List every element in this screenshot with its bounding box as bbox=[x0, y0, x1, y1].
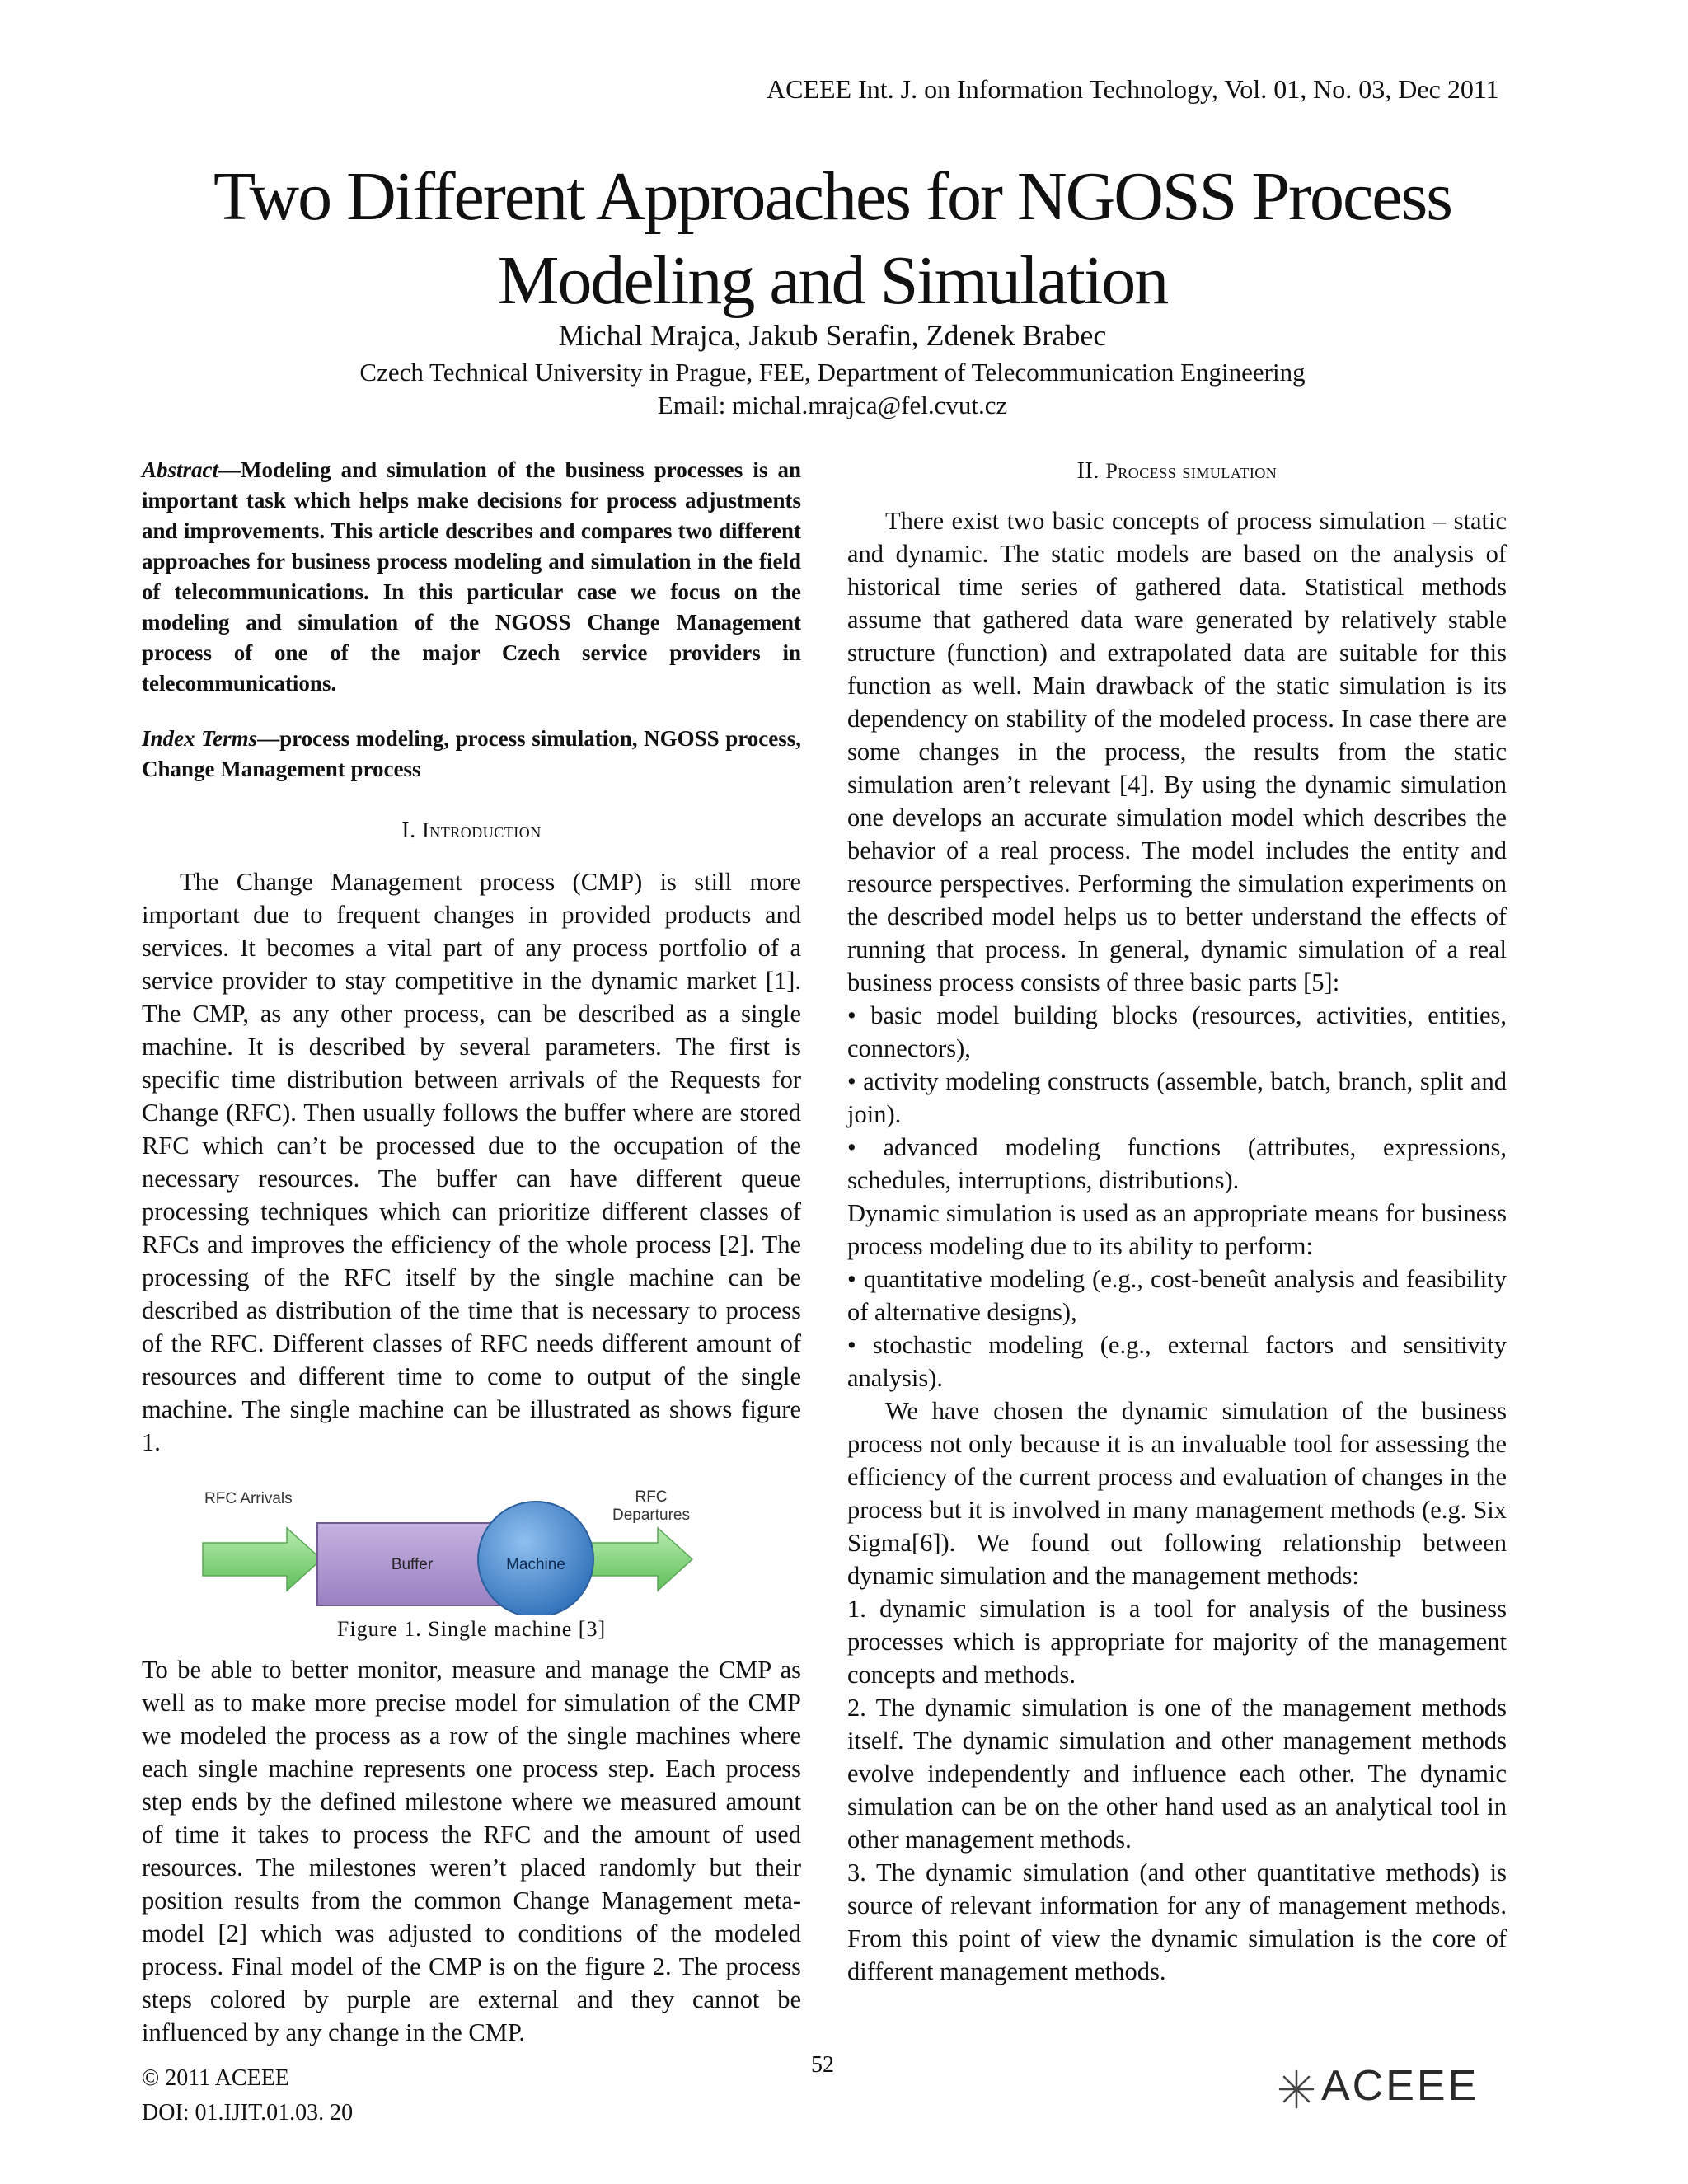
title-line-2: Modeling and Simulation bbox=[497, 242, 1168, 319]
doi: DOI: 01.IJIT.01.03. 20 bbox=[142, 2100, 354, 2125]
index-terms-label: Index Terms bbox=[142, 726, 258, 751]
continued-paragraph: To be able to better monitor, measure and manage the CMP as well as to make more precise model for simulation of the CMP we modeled the process as a row of the single machines where each single machine represents one process step. Each process step ends by the defined milestone where we measured amount of time it takes to process the RFC and the amount of used resources. The milestones weren’t placed randomly but their position results from the common Change Management meta-model [2] which was adjusted to conditions of the modeled process. Final model of the CMP is on the figure 2. The process steps colored by purple are external and they cannot be influenced by any change in the CMP. bbox=[142, 1656, 801, 2046]
numbered-item-1: 1. dynamic simulation is a tool for analysis of the business processes which is appropriate for majority of the management concepts and methods. bbox=[847, 1595, 1507, 1689]
copyright: © 2011 ACEEE bbox=[142, 2065, 289, 2091]
single-machine-figure bbox=[198, 1483, 775, 1615]
abstract bbox=[142, 455, 801, 699]
section-2-title: Process simulation bbox=[1105, 459, 1278, 483]
title-line-1: Two Different Approaches for NGOSS Process bbox=[213, 158, 1451, 235]
section-1-body bbox=[142, 865, 801, 1459]
arrivals-arrow bbox=[203, 1528, 321, 1591]
section-1-title: Introduction bbox=[422, 818, 542, 842]
aceee-logo bbox=[1273, 2064, 1521, 2114]
index-terms bbox=[142, 724, 801, 785]
machine-label: Machine bbox=[506, 1556, 565, 1573]
departures-label-1: RFC bbox=[635, 1488, 668, 1506]
email: Email: michal.mrajca@fel.cvut.cz bbox=[657, 391, 1008, 419]
section-1-number: I. bbox=[401, 818, 423, 843]
section-1-heading bbox=[142, 818, 801, 844]
section-2-paragraph-1: There exist two basic concepts of process simulation – static and dynamic. The static models are based on the analysis of historical time series of gathered data. Statistical methods assume that gathered data ware generated by relatively stable structure (function) and extrapolated data are suitable for this function as well. Main drawback of the static simulation is its dependency on stability of the modeled process. In case there are some changes in the process, the results from the static simulation aren’t relevant [4]. By using the dynamic simulation one develops an accurate simulation model which describes the behavior of a real process. The model includes the entity and resource perspectives. Performing the simulation experiments on the described model helps us to better understand the effects of running that process. In general, dynamic simulation of a real business process consists of three basic parts [5]: bbox=[847, 507, 1507, 996]
section-2-body bbox=[847, 504, 1507, 1988]
logo-text: ACEEE bbox=[1321, 2062, 1479, 2110]
abstract-text: —Modeling and simulation of the business processes is an important task which helps make decisions for process adjustments and improvements. This article describes and compares two different approaches for business process modeling and simulation in the field of telecommunications. In this particular case we focus on the modeling and simulation of the NGOSS Change Management process of one of the major Czech service providers in telecommunications. bbox=[142, 457, 801, 696]
section-2-paragraph-3: We have chosen the dynamic simulation of the business process not only because it is an invaluable tool for assessing the efficiency of the current process and evaluation of changes in the process but it is involved in many management methods (e.g. Six Sigma[6]). We found out following relationship between dynamic simulation and the management methods: bbox=[847, 1397, 1507, 1590]
bullet-2: • activity modeling constructs (assemble, batch, branch, split and join). bbox=[847, 1067, 1507, 1128]
bullet-1: • basic model building blocks (resources, activities, entities, connectors), bbox=[847, 1001, 1507, 1062]
section-2-paragraph-2: Dynamic simulation is used as an appropriate means for business process modeling due to its ability to perform: bbox=[847, 1199, 1507, 1260]
numbered-item-3: 3. The dynamic simulation (and other quantitative methods) is source of relevant information for any of management methods. From this point of view the dynamic simulation is the core of different management methods. bbox=[847, 1858, 1507, 1985]
departures-label-2: Departures bbox=[612, 1507, 690, 1524]
authors: Michal Mrajca, Jakub Serafin, Zdenek Brabec bbox=[558, 319, 1107, 352]
journal-header: ACEEE Int. J. on Information Technology, Vol. 01, No. 03, Dec 2011 bbox=[767, 74, 1499, 104]
star-icon bbox=[1273, 2066, 1320, 2112]
figure-1-caption: Figure 1. Single machine [3] bbox=[336, 1617, 607, 1641]
numbered-item-2: 2. The dynamic simulation is one of the management methods itself. The dynamic simulation and other management methods evolve independently and influence each other. The dynamic simulation can be on the other hand used as an analytical tool in other management methods. bbox=[847, 1694, 1507, 1854]
affiliation: Czech Technical University in Prague, FEE, Department of Telecommunication Engineering bbox=[359, 358, 1306, 387]
bullet-3: • advanced modeling functions (attributes, expressions, schedules, interruptions, distributions). bbox=[847, 1133, 1507, 1194]
page-number: 52 bbox=[811, 2052, 834, 2078]
intro-paragraph: The Change Management process (CMP) is still more important due to frequent changes in provided products and services. It becomes a vital part of any process portfolio of a service provider to stay competitive in the dynamic market [1]. The CMP, as any other process, can be described as a single machine. It is described by several parameters. The first is specific time distribution between arrivals of the Requests for Change (RFC). Then usually follows the buffer where are stored RFC which can’t be processed due to the occupation of the necessary resources. The buffer can have different queue processing techniques which can prioritize different classes of RFCs and improves the efficiency of the whole process [2]. The processing of the RFC itself by the single machine can be described as distribution of the time that is necessary to process of the RFC. Different classes of RFC needs different amount of resources and different time to come to output of the single machine. The single machine can be illustrated as shows figure 1. bbox=[142, 868, 801, 1456]
paper-title bbox=[124, 155, 1541, 323]
buffer-label: Buffer bbox=[391, 1556, 434, 1573]
section-1-continued bbox=[142, 1653, 801, 2049]
abstract-label: Abstract bbox=[142, 457, 219, 482]
index-terms-text: —process modeling, process simulation, NGOSS process, Change Management process bbox=[142, 726, 801, 781]
arrivals-label: RFC Arrivals bbox=[204, 1490, 293, 1507]
bullet-5: • stochastic modeling (e.g., external factors and sensitivity analysis). bbox=[847, 1331, 1507, 1392]
bullet-4: • quantitative modeling (e.g., cost-beneût analysis and feasibility of alternative designs), bbox=[847, 1265, 1507, 1326]
section-2-number: II. bbox=[1076, 458, 1106, 484]
section-2-heading bbox=[847, 458, 1507, 485]
